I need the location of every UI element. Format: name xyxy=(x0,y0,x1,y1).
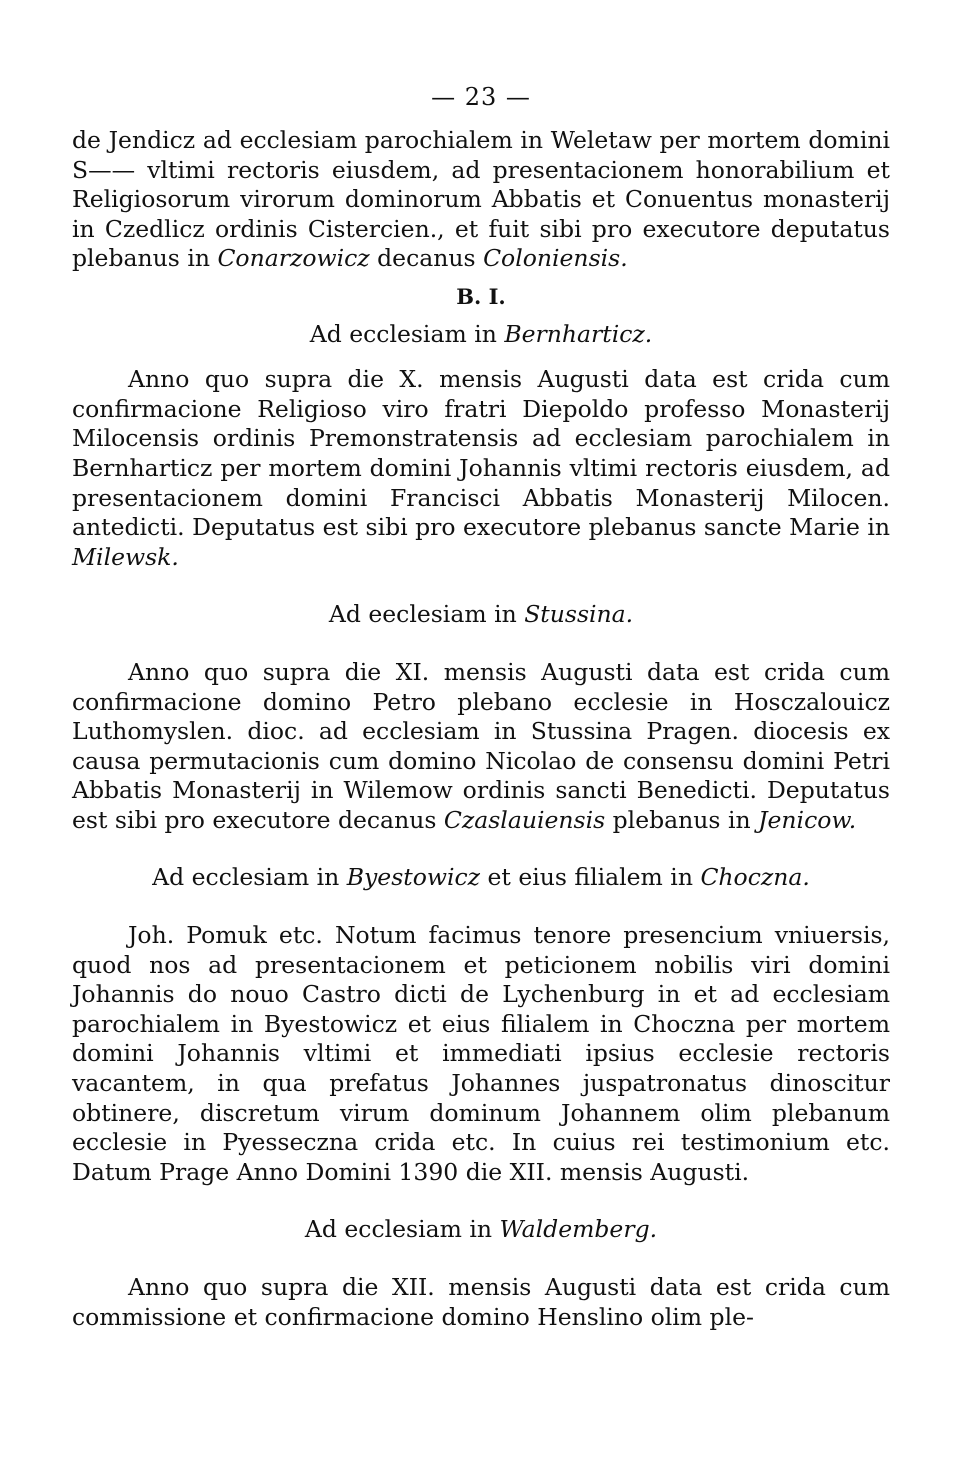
place-name: Milewsk. xyxy=(72,542,179,571)
place-name: Byestowicz xyxy=(346,863,481,892)
paragraph-weletaw xyxy=(72,126,890,274)
heading-waldemberg xyxy=(72,1215,890,1245)
place-name: Jenicow. xyxy=(758,805,857,834)
heading-stussina xyxy=(72,600,890,630)
paragraph-bernharticz xyxy=(72,365,890,572)
document-page xyxy=(72,82,890,1332)
paragraph-text: Anno quo supra die X. mensis Augusti data est crida cum confirmacione Religioso viro fratri Diepoldo professo Monasterij Milocensis ordinis Premonstratensis ad ecclesiam parochialem in Bernharticz per mortem domini Johannis vltimi rectoris eiusdem, ad presentacionem domini Francisci Abbatis Monasterij Milocen. antedicti. Deputatus est sibi pro executore plebanus sancte Marie in xyxy=(72,365,890,542)
place-name: Czaslauiensis xyxy=(443,805,606,834)
heading-byestowicz xyxy=(72,863,890,893)
heading-text: et eius filialem in xyxy=(480,863,701,892)
place-name: Choczna. xyxy=(700,863,810,892)
heading-text: Ad ecclesiam in xyxy=(309,319,505,348)
place-name: Coloniensis. xyxy=(483,244,628,273)
heading-bernharticz xyxy=(72,320,890,350)
paragraph-text: plebanus in xyxy=(605,805,759,834)
place-name: Bernharticz. xyxy=(504,319,653,348)
paragraph-text: decanus xyxy=(369,244,484,273)
paragraph-waldemberg: Anno quo supra die XII. mensis Augusti data est crida cum commissione et confirmacione domino Henslino olim ple- xyxy=(72,1273,890,1331)
paragraph-stussina xyxy=(72,658,890,836)
paragraph-byestowicz: Joh. Pomuk etc. Notum facimus tenore presencium vniuersis, quod nos ad presentacionem et peticionem nobilis viri domini Johannis do nouo Castro dicti de Lychenburg in et ad ecclesiam parochialem in Byestowicz et eius filialem in Choczna per mortem domini Johannis vltimi et immediati ipsius ecclesie rectoris vacantem, in qua prefatus Johannes juspatronatus dinoscitur obtinere, discretum virum dominum Johannem olim plebanum ecclesie in Pyesseczna crida etc. In cuius rei testimonium etc. Datum Prage Anno Domini 1390 die XII. mensis Augusti. xyxy=(72,921,890,1186)
section-mark: B. I. xyxy=(456,283,506,309)
paragraph-text: Anno quo supra die XI. mensis Augusti data est crida cum confirmacione domino Petro plebano ecclesie in Hosczalouicz Luthomyslen. dioc. ad ecclesiam in Stussina Pragen. diocesis ex causa permutacionis cum domino Nicolao de consensu domini Petri Abbatis Monasterij in Wilemow ordinis sancti Benedicti. Deputatus est sibi pro executore decanus xyxy=(72,657,890,834)
place-name: Waldemberg. xyxy=(499,1215,658,1244)
place-name: Conarzowicz xyxy=(217,244,370,273)
page-number: — 23 — xyxy=(431,83,531,111)
place-name: Stussina. xyxy=(524,600,634,629)
heading-text: Ad ecclesiam in xyxy=(304,1215,500,1244)
heading-text: Ad ecclesiam in xyxy=(152,863,347,892)
heading-text: Ad eeclesiam in xyxy=(328,600,525,629)
paragraph-text: de Jendicz ad ecclesiam parochialem in Weletaw per mortem domini S—— vltimi rectoris eiusdem, ad presentacionem honorabilium et Religiosorum virorum dominorum Abbatis et Conuentus monasterij in Czedlicz ordinis Cistercien., et fuit sibi pro executore deputatus plebanus in xyxy=(72,126,890,273)
